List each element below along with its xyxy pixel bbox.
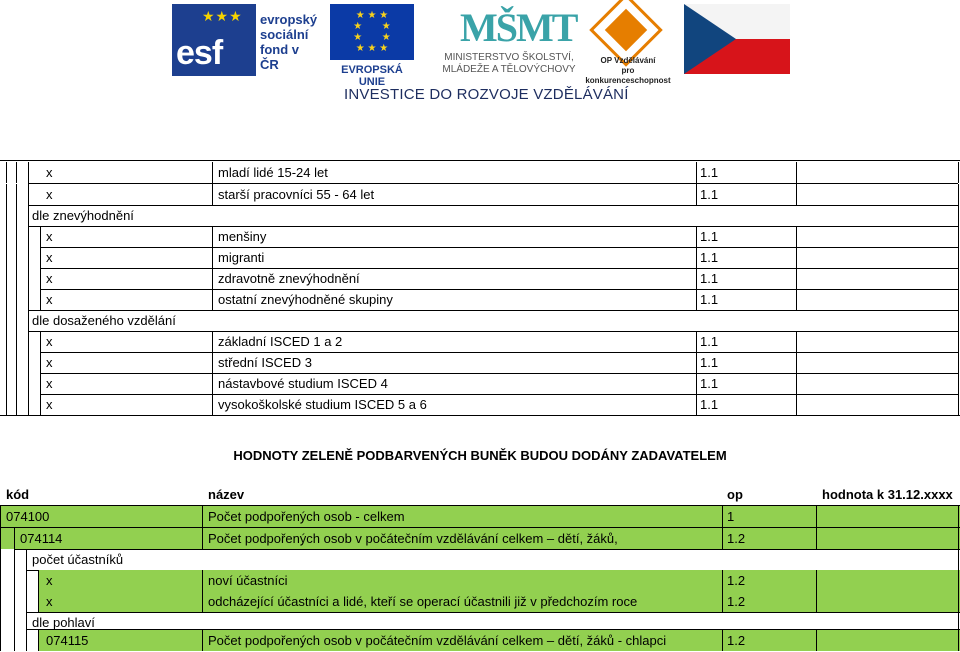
op-logo bbox=[580, 4, 676, 85]
group-label: dle dosaženého vzdělání bbox=[32, 313, 176, 328]
table-row bbox=[0, 331, 960, 352]
row-op: 1.2 bbox=[727, 573, 746, 588]
row-label: mladí lidé 15-24 let bbox=[218, 165, 328, 180]
row-op: 1.1 bbox=[700, 292, 719, 307]
row-code: 074115 bbox=[46, 633, 89, 648]
group-row bbox=[0, 205, 960, 226]
esf-text-line: sociální bbox=[260, 27, 309, 42]
esf-letters: esf bbox=[176, 34, 223, 72]
row-x-marker: x bbox=[46, 594, 53, 609]
row-op: 1.1 bbox=[700, 376, 719, 391]
table-header-row bbox=[0, 484, 960, 505]
row-label: zdravotně znevýhodnění bbox=[218, 271, 360, 286]
row-label: vysokoškolské studium ISCED 5 a 6 bbox=[218, 397, 427, 412]
row-x-marker: x bbox=[46, 187, 53, 202]
row-op: 1.1 bbox=[700, 334, 719, 349]
row-x-marker: x bbox=[46, 573, 53, 588]
row-op: 1.1 bbox=[700, 271, 719, 286]
column-header-hodnota: hodnota k 31.12.xxxx bbox=[822, 487, 953, 502]
row-code: 074100 bbox=[6, 509, 50, 524]
row-x-marker: x bbox=[46, 229, 53, 244]
row-label: ostatní znevýhodněné skupiny bbox=[218, 292, 393, 307]
row-x-marker: x bbox=[46, 292, 53, 307]
row-code: 074114 bbox=[20, 531, 63, 546]
table-row bbox=[0, 373, 960, 394]
esf-text-line: fond v ČR bbox=[260, 42, 299, 72]
eu-flag-icon: ★ ★ ★ ★ ★ ★ ★ ★ ★ ★ bbox=[330, 4, 414, 60]
investice-slogan: INVESTICE DO ROZVOJE VZDĚLÁVÁNÍ bbox=[344, 86, 629, 103]
row-x-marker: x bbox=[46, 271, 53, 286]
table-row bbox=[0, 591, 960, 612]
op-text-line: pro konkurenceschopnost bbox=[585, 66, 671, 85]
row-op: 1 bbox=[727, 509, 735, 524]
row-name: odcházející účastníci a lidé, kteří se operací účastnili již v předchozím roce bbox=[208, 594, 638, 609]
row-op: 1.2 bbox=[727, 633, 746, 648]
row-op: 1.1 bbox=[700, 355, 719, 370]
group-row bbox=[0, 310, 960, 331]
esf-text-line: evropský bbox=[260, 12, 318, 27]
row-op: 1.1 bbox=[700, 229, 719, 244]
row-op: 1.2 bbox=[727, 594, 746, 609]
group-label: dle pohlaví bbox=[32, 615, 95, 630]
row-name: Počet podpořených osob - celkem bbox=[208, 509, 405, 524]
row-name: noví účastníci bbox=[208, 573, 288, 588]
row-x-marker: x bbox=[46, 334, 53, 349]
table-row bbox=[0, 226, 960, 247]
table-row bbox=[0, 289, 960, 310]
table-row bbox=[0, 630, 960, 651]
esf-logo bbox=[172, 4, 320, 76]
msmt-logo bbox=[424, 4, 594, 76]
column-header-nazev: název bbox=[208, 487, 245, 502]
column-header-op: op bbox=[727, 487, 743, 502]
row-label: migranti bbox=[218, 250, 265, 265]
eu-text: EVROPSKÁ UNIE bbox=[341, 64, 403, 88]
row-x-marker: x bbox=[46, 355, 53, 370]
row-label: nástavbové studium ISCED 4 bbox=[218, 376, 388, 391]
table-row bbox=[0, 268, 960, 289]
eu-logo bbox=[328, 4, 416, 88]
table-row bbox=[0, 352, 960, 373]
section-heading: HODNOTY ZELENĚ PODBARVENÝCH BUNĚK BUDOU DODÁNY ZADAVATELEM bbox=[233, 448, 727, 463]
msmt-mark-icon: MŠMT bbox=[460, 5, 577, 50]
row-op: 1.1 bbox=[700, 165, 719, 180]
column-header-kod: kód bbox=[6, 487, 30, 502]
row-op: 1.1 bbox=[700, 250, 719, 265]
row-label: střední ISCED 3 bbox=[218, 355, 312, 370]
logo-banner bbox=[0, 0, 960, 110]
row-op: 1.2 bbox=[727, 531, 746, 546]
table-row bbox=[0, 247, 960, 268]
op-text-line: OP Vzdělávání bbox=[600, 56, 656, 65]
group-row bbox=[0, 549, 960, 570]
row-x-marker: x bbox=[46, 250, 53, 265]
row-op: 1.1 bbox=[700, 397, 719, 412]
row-label: menšiny bbox=[218, 229, 267, 244]
esf-stars-icon: ★★★ bbox=[202, 8, 243, 24]
table-row bbox=[0, 184, 960, 205]
row-name: Počet podpořených osob v počátečním vzdělávání celkem – dětí, žáků, bbox=[208, 531, 618, 546]
msmt-text-line: MLÁDEŽE A TĚLOVÝCHOVY bbox=[442, 64, 576, 75]
table-row bbox=[0, 394, 960, 415]
group-label: počet účastníků bbox=[32, 552, 124, 567]
table-row bbox=[0, 528, 960, 549]
row-x-marker: x bbox=[46, 397, 53, 412]
row-label: základní ISCED 1 a 2 bbox=[218, 334, 343, 349]
row-op: 1.1 bbox=[700, 187, 719, 202]
group-label: dle znevýhodnění bbox=[32, 208, 134, 223]
table-row bbox=[0, 570, 960, 591]
table-row bbox=[0, 506, 960, 527]
row-label: starší pracovníci 55 - 64 let bbox=[218, 187, 375, 202]
row-x-marker: x bbox=[46, 376, 53, 391]
czech-flag-icon bbox=[684, 4, 790, 74]
table-row bbox=[0, 162, 960, 183]
msmt-text-line: MINISTERSTVO ŠKOLSTVÍ, bbox=[444, 52, 574, 63]
row-name: Počet podpořených osob v počátečním vzdělávání celkem – dětí, žáků - chlapci bbox=[208, 633, 667, 648]
row-x-marker: x bbox=[46, 165, 53, 180]
